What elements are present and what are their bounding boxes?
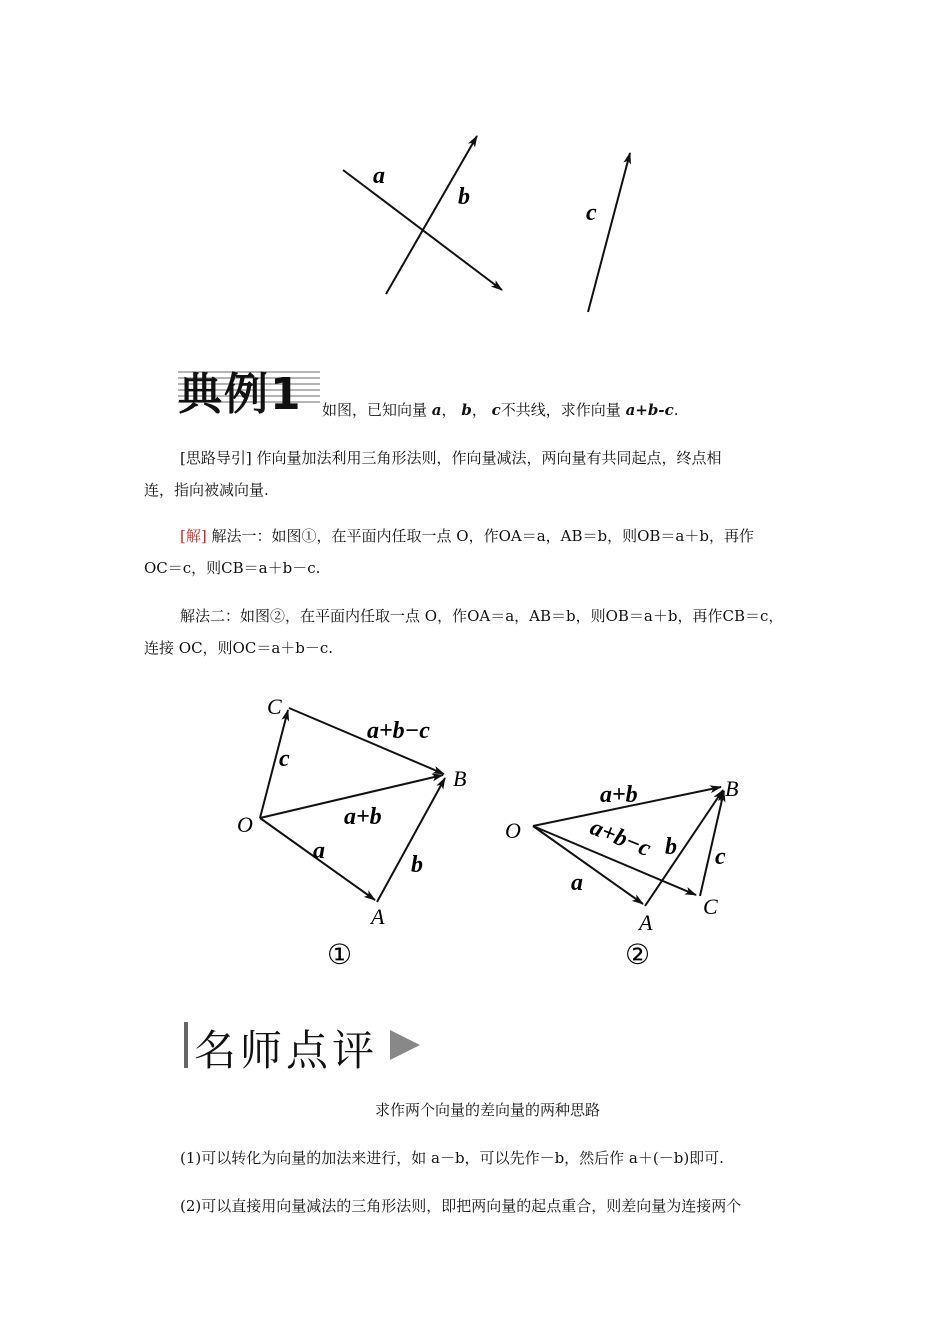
example-badge — [178, 358, 320, 420]
comment-item-2: (2)可以直接用向量减法的三角形法则，即把两向量的起点重合，则差向量为连接两个 — [180, 1197, 742, 1215]
figure-1-diagram — [225, 688, 485, 978]
hint-line-1: [思路导引] 作向量加法利用三角形法则，作向量减法，两向量有共同起点，终点相 — [180, 449, 722, 467]
fig1-vector-b — [377, 778, 445, 902]
fig2-point-A: A — [639, 910, 653, 935]
fig1-number: ① — [327, 938, 353, 971]
question-sep: ， — [441, 401, 457, 419]
fig2-point-C: C — [703, 894, 718, 919]
example-question — [322, 394, 678, 426]
vector-b-arrow — [386, 136, 477, 294]
label-b: b — [458, 184, 470, 210]
fig2-point-B: B — [725, 776, 739, 801]
solution-tag: [解] — [180, 527, 207, 545]
fig2-label-c: c — [715, 844, 726, 870]
badge-text: 典例1 — [178, 369, 303, 420]
fig1-label-c: c — [279, 746, 290, 772]
fig2-point-O: O — [505, 818, 521, 843]
solution2-line-1: 解法二：如图②，在平面内任取一点 O，作OA＝a，AB＝b，则OB＝a＋b，再作CB＝c， — [180, 607, 784, 625]
label-c: c — [586, 200, 597, 226]
comment-item-1: (1)可以转化为向量的加法来进行，如 a－b，可以先作－b，然后作 a＋(－b)即可. — [180, 1149, 724, 1167]
question-expr: a+b-c — [625, 401, 674, 419]
question-sep: ， — [471, 401, 487, 419]
figure-2-diagram — [495, 768, 765, 978]
vectors-abc-figure — [320, 120, 650, 330]
heading-bar — [184, 1022, 188, 1068]
comment-heading-text: 名师点评 — [194, 1026, 379, 1075]
fig1-label-apbmc: a+b−c — [367, 718, 430, 744]
fig1-point-O: O — [237, 812, 253, 837]
label-a: a — [373, 163, 385, 189]
question-vec-b: b — [461, 401, 472, 419]
fig1-label-b: b — [411, 852, 423, 878]
fig2-label-apbmc: a+b−c — [586, 814, 655, 863]
fig2-label-b: b — [665, 834, 677, 860]
question-vec-c: c — [491, 401, 501, 419]
question-prefix: 如图，已知向量 — [322, 401, 428, 419]
hint-line-2: 连，指向被减向量. — [144, 481, 269, 499]
question-end: . — [673, 401, 679, 419]
question-mid: 不共线，求作向量 — [500, 401, 621, 419]
solution1-line-2: OC＝c，则CB＝a＋b－c. — [144, 559, 321, 577]
fig2-number: ② — [625, 938, 651, 971]
fig2-label-apb: a+b — [600, 782, 638, 808]
fig1-label-a: a — [313, 838, 325, 864]
fig1-point-C: C — [267, 694, 282, 719]
fig2-label-a: a — [571, 870, 583, 896]
comment-subtitle: 求作两个向量的差向量的两种思路 — [375, 1101, 601, 1119]
play-triangle-icon — [388, 1028, 422, 1062]
solution1-text: 解法一：如图①，在平面内任取一点 O，作OA＝a，AB＝b，则OB＝a＋b，再作 — [211, 527, 754, 545]
fig1-label-apb: a+b — [344, 804, 382, 830]
fig1-point-A: A — [371, 904, 385, 929]
fig1-point-B: B — [453, 766, 467, 791]
question-vec-a: a — [431, 401, 442, 419]
solution2-line-2: 连接 OC，则OC＝a＋b－c. — [144, 639, 334, 657]
vector-c-arrow — [588, 153, 630, 312]
solution1-line-1 — [180, 520, 754, 552]
